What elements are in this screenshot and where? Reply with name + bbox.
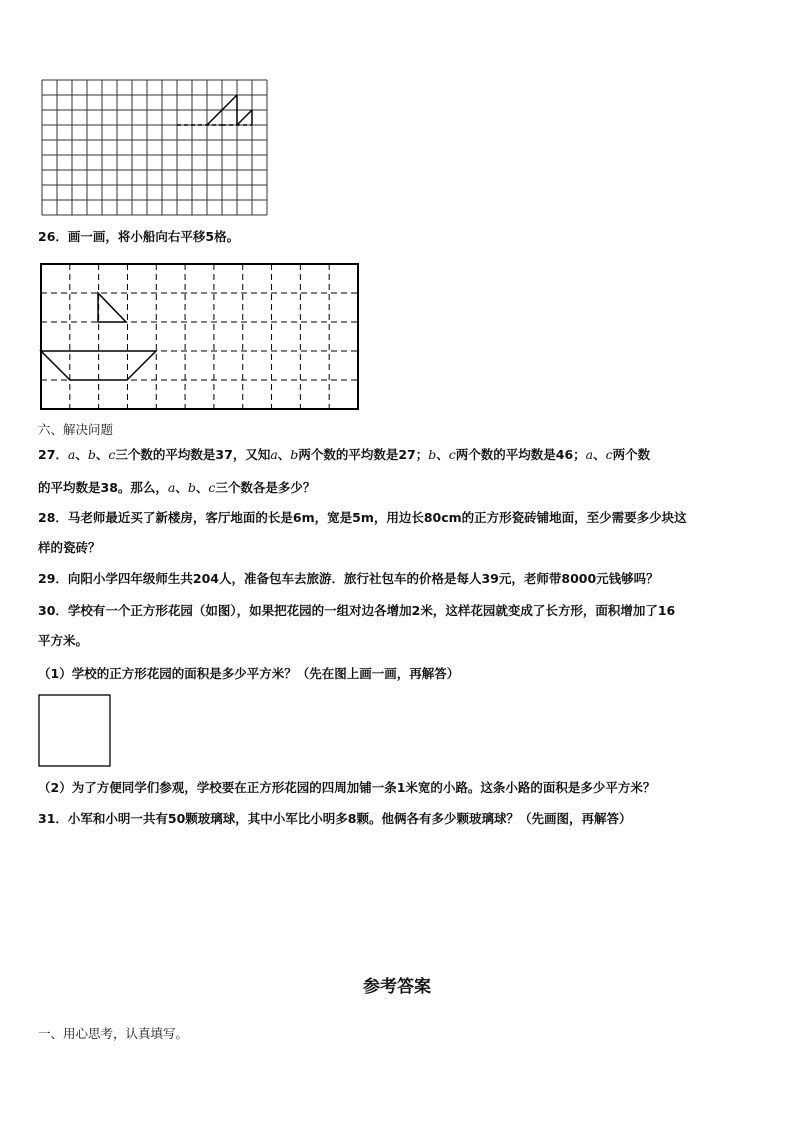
answer-section-1: 一、用心思考，认真填写。: [38, 1026, 189, 1041]
question-28-line-1: 28．马老师最近买了新楼房，客厅地面的长是6m，宽是5m，用边长80cm的正方形瓷砖铺地面，至少需要多少块这: [38, 510, 687, 525]
question-31: 31．小军和小明一共有50颗玻璃球，其中小军比小明多8颗。他俩各有多少颗玻璃球？（先画图，再解答）: [38, 811, 632, 826]
answer-title: 参考答案: [363, 977, 431, 997]
question-27-line-2: 的平均数是38。那么，a、b、c三个数各是多少？: [38, 480, 316, 495]
boat-grid-figure: [40, 263, 360, 413]
question-30-line-2: 平方米。: [38, 633, 89, 648]
section-6-heading: 六、解决问题: [38, 422, 114, 437]
question-29: 29．向阳小学四年级师生共204人，准备包车去旅游．旅行社包车的价格是每人39元，老师带8000元钱够吗？: [38, 571, 659, 586]
top-grid-figure: [40, 78, 270, 218]
question-28-line-2: 样的瓷砖？: [38, 540, 101, 555]
question-27-line-1: 27．a、b、c三个数的平均数是37，又知a、b两个数的平均数是27；b、c两个数的平均数是46；a、c两个数: [38, 447, 651, 462]
question-26: 26．画一画，将小船向右平移5格。: [38, 229, 240, 244]
question-30-sub-1: （1）学校的正方形花园的面积是多少平方米？（先在图上画一画，再解答）: [38, 666, 460, 681]
question-30-line-1: 30．学校有一个正方形花园（如图），如果把花园的一组对边各增加2米，这样花园就变成了长方形，面积增加了16: [38, 603, 676, 618]
square-garden-figure: [38, 694, 112, 768]
question-30-sub-2: （2）为了方便同学们参观，学校要在正方形花园的四周加铺一条1米宽的小路。这条小路的面积是多少平方米？: [38, 780, 656, 795]
